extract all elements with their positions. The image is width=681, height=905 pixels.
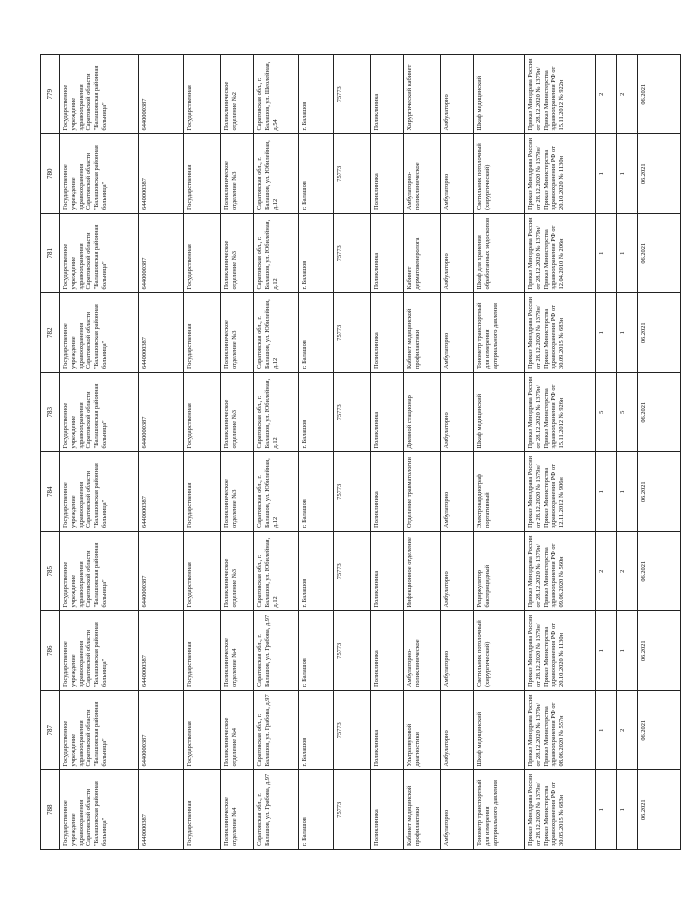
- table-row-regulatory-document: [525, 55, 596, 850]
- table-cell-department: Ультразвуковой диагностики: [404, 691, 441, 771]
- table-cell-oktmo-code: 75773: [334, 611, 371, 691]
- table-cell-facility-type: Поликлиника: [371, 611, 404, 691]
- table-cell-city: г. Балашов: [299, 691, 334, 771]
- table-cell-quantity-required: 1: [596, 611, 617, 691]
- table-row-record-number: [41, 55, 60, 850]
- table-cell-address: Саратовская обл., г. Балашов, ул. Грабова, д.97: [254, 770, 299, 850]
- table-cell-facility-type: Поликлиника: [371, 452, 404, 532]
- table-cell-inn-code: 6440000387: [139, 134, 184, 214]
- table-cell-department: Отделение травматологии: [404, 452, 441, 532]
- table-cell-quantity-required: 1: [596, 691, 617, 771]
- table-cell-subdivision: Поликлиническое отделение №3: [221, 214, 254, 294]
- table-cell-facility-type: Поликлиника: [371, 55, 404, 135]
- table-cell-delivery-date: 06.2021: [638, 611, 681, 691]
- table-cell-department: Кабинет медицинской профилактики: [404, 293, 441, 373]
- table-cell-quantity-required: 1: [596, 293, 617, 373]
- table-cell-oktmo-code: 75773: [334, 134, 371, 214]
- table-cell-facility-type: Поликлиника: [371, 373, 404, 453]
- table-cell-quantity-required: 2: [596, 532, 617, 612]
- table-cell-regulatory-document: Приказ Минздрава России от 28.12.2020 № 1379н/Приказ Министерства здравоохранения РФ от 20.10.2020 № 1130н: [525, 611, 596, 691]
- table-cell-oktmo-code: 75773: [334, 691, 371, 771]
- table-cell-quantity-planned: 1: [617, 214, 638, 294]
- table-cell-organization-name: Государственное учреждение здравоохранения Саратовской области "Балашовская районная больница": [60, 691, 139, 771]
- table-cell-care-conditions: Амбулаторно: [441, 373, 474, 453]
- table-cell-department: Амбулаторно-поликлиническое: [404, 611, 441, 691]
- table-cell-inn-code: 6440000387: [139, 532, 184, 612]
- table-cell-care-conditions: Амбулаторно: [441, 691, 474, 771]
- table-cell-ownership-form: Государственная: [184, 134, 221, 214]
- table-cell-organization-name: Государственное учреждение здравоохранения Саратовской области "Балашовская районная больница": [60, 214, 139, 294]
- table-cell-equipment-name: Тонометр транспортный для измерения артериального давления: [474, 770, 525, 850]
- table-cell-department: Кабинет медицинской профилактики: [404, 770, 441, 850]
- table-cell-equipment-name: Шкаф медицинский: [474, 55, 525, 135]
- table-cell-address: Саратовская обл., г. Балашов, ул. Юбилейная, д.12: [254, 293, 299, 373]
- table-row-organization-name: [60, 55, 139, 850]
- table-cell-regulatory-document: Приказ Минздрава России от 28.12.2020 № 1379н/Приказ Министерства здравоохранения РФ от 08.06.2020 № 557н: [525, 691, 596, 771]
- table-cell-subdivision: Поликлиническое отделение №4: [221, 691, 254, 771]
- table-cell-subdivision: Поликлиническое отделение №4: [221, 770, 254, 850]
- rotated-table-wrapper: [40, 55, 647, 850]
- table-cell-ownership-form: Государственная: [184, 55, 221, 135]
- table-cell-address: Саратовская обл., г. Балашов, ул. Юбилейная, д.12: [254, 214, 299, 294]
- table-cell-delivery-date: 06.2021: [638, 373, 681, 453]
- table-cell-ownership-form: Государственная: [184, 293, 221, 373]
- table-row-quantity-planned: [617, 55, 638, 850]
- table-cell-record-number: 786: [41, 611, 60, 691]
- table-cell-facility-type: Поликлиника: [371, 770, 404, 850]
- table-row-quantity-required: [596, 55, 617, 850]
- table-cell-facility-type: Поликлиника: [371, 214, 404, 294]
- table-row-address: [254, 55, 299, 850]
- table-cell-subdivision: Поликлиническое отделение №3: [221, 373, 254, 453]
- table-cell-department: Хирургический кабинет: [404, 55, 441, 135]
- table-cell-delivery-date: 06.2021: [638, 532, 681, 612]
- table-cell-subdivision: Поликлиническое отделение №3: [221, 532, 254, 612]
- table-cell-record-number: 788: [41, 770, 60, 850]
- table-cell-care-conditions: Амбулаторно: [441, 293, 474, 373]
- table-cell-delivery-date: 06.2021: [638, 134, 681, 214]
- table-cell-regulatory-document: Приказ Минздрава России от 28.12.2020 № 1379н/Приказ Министерства здравоохранения РФ от 20.10.2020 № 1130н: [525, 134, 596, 214]
- table-cell-subdivision: Поликлиническое отделение №3: [221, 134, 254, 214]
- table-cell-city: г. Балашов: [299, 134, 334, 214]
- table-cell-regulatory-document: Приказ Минздрава России от 28.12.2020 № 1379н/Приказ Министерства здравоохранения РФ от 30.05.2015 № 683н: [525, 770, 596, 850]
- table-cell-quantity-planned: 2: [617, 532, 638, 612]
- table-cell-record-number: 785: [41, 532, 60, 612]
- table-cell-quantity-required: 5: [596, 373, 617, 453]
- table-cell-oktmo-code: 75773: [334, 532, 371, 612]
- table-cell-regulatory-document: Приказ Минздрава России от 28.12.2020 № 1379н/Приказ Министерства здравоохранения РФ от 12.11.2012 № 906н: [525, 452, 596, 532]
- table-cell-ownership-form: Государственная: [184, 373, 221, 453]
- table-cell-equipment-name: Шкаф медицинский: [474, 373, 525, 453]
- table-cell-facility-type: Поликлиника: [371, 293, 404, 373]
- table-cell-inn-code: 6440000387: [139, 770, 184, 850]
- table-cell-address: Саратовская обл., г. Балашов, ул. Юбилейная, д.12: [254, 532, 299, 612]
- table-cell-care-conditions: Амбулаторно: [441, 611, 474, 691]
- table-cell-organization-name: Государственное учреждение здравоохранения Саратовской области "Балашовская районная больница": [60, 770, 139, 850]
- table-cell-quantity-required: 2: [596, 55, 617, 135]
- table-cell-record-number: 782: [41, 293, 60, 373]
- table-cell-address: Саратовская обл., г. Балашов, ул. Шеолейная, д.54: [254, 55, 299, 135]
- table-row-department: [404, 55, 441, 850]
- table-row-ownership-form: [184, 55, 221, 850]
- table-cell-record-number: 779: [41, 55, 60, 135]
- table-cell-equipment-name: Тонометр транспортный для измерения артериального давления: [474, 293, 525, 373]
- table-cell-organization-name: Государственное учреждение здравоохранения Саратовской области "Балашовская районная больница": [60, 452, 139, 532]
- table-cell-equipment-name: Светильник потолочный (хирургический): [474, 134, 525, 214]
- table-cell-quantity-planned: 1: [617, 770, 638, 850]
- table-cell-city: г. Балашов: [299, 611, 334, 691]
- table-cell-delivery-date: 06.2021: [638, 452, 681, 532]
- table-cell-ownership-form: Государственная: [184, 214, 221, 294]
- table-cell-record-number: 784: [41, 452, 60, 532]
- table-cell-department: Кабинет дерматовенеролога: [404, 214, 441, 294]
- table-cell-quantity-planned: 1: [617, 611, 638, 691]
- table-cell-equipment-name: Электрокардиограф портативный: [474, 452, 525, 532]
- table-row-oktmo-code: [334, 55, 371, 850]
- table-cell-city: г. Балашов: [299, 373, 334, 453]
- table-cell-regulatory-document: Приказ Минздрава России от 28.12.2020 № 1379н/Приказ Министерства здравоохранения РФ от 15.11.2012 № 922н: [525, 55, 596, 135]
- table-cell-department: Инфекционное отделение: [404, 532, 441, 612]
- table-cell-delivery-date: 06.2021: [638, 55, 681, 135]
- table-cell-facility-type: Поликлиника: [371, 134, 404, 214]
- table-cell-facility-type: Поликлиника: [371, 691, 404, 771]
- table-row-care-conditions: [441, 55, 474, 850]
- table-cell-address: Саратовская обл., г. Балашов, ул. Юбилейная, д.12: [254, 134, 299, 214]
- table-cell-record-number: 780: [41, 134, 60, 214]
- table-cell-regulatory-document: Приказ Минздрава России от 28.12.2020 № 1379н/Приказ Министерства здравоохранения РФ от 15.11.2012 № 926н: [525, 373, 596, 453]
- table-cell-delivery-date: 06.2021: [638, 293, 681, 373]
- table-cell-inn-code: 6440000387: [139, 214, 184, 294]
- table-cell-quantity-planned: 1: [617, 293, 638, 373]
- table-cell-facility-type: Поликлиника: [371, 532, 404, 612]
- table-row-equipment-name: [474, 55, 525, 850]
- table-cell-quantity-planned: 2: [617, 55, 638, 135]
- table-cell-equipment-name: Шкаф медицинский: [474, 691, 525, 771]
- table-cell-oktmo-code: 75773: [334, 293, 371, 373]
- table-cell-subdivision: Поликлиническое отделение №2: [221, 55, 254, 135]
- table-cell-organization-name: Государственное учреждение здравоохранения Саратовской области "Балашовская районная больница": [60, 134, 139, 214]
- table-cell-oktmo-code: 75773: [334, 770, 371, 850]
- table-cell-address: Саратовская обл., г. Балашов, ул. Юбилейная, д.12: [254, 373, 299, 453]
- table-cell-ownership-form: Государственная: [184, 452, 221, 532]
- table-cell-delivery-date: 06.2021: [638, 770, 681, 850]
- table-cell-subdivision: Поликлиническое отделение №4: [221, 611, 254, 691]
- table-cell-address: Саратовская обл., г. Балашов, ул. Грабова, д.97: [254, 691, 299, 771]
- table-cell-oktmo-code: 75773: [334, 55, 371, 135]
- table-cell-subdivision: Поликлиническое отделение №3: [221, 452, 254, 532]
- table-cell-quantity-planned: 1: [617, 134, 638, 214]
- table-cell-organization-name: Государственное учреждение здравоохранения Саратовской области "Балашовская районная больница": [60, 532, 139, 612]
- table-cell-oktmo-code: 75773: [334, 452, 371, 532]
- table-cell-quantity-planned: 5: [617, 373, 638, 453]
- table-cell-delivery-date: 06.2021: [638, 214, 681, 294]
- table-cell-ownership-form: Государственная: [184, 611, 221, 691]
- table-cell-department: Дневной стационар: [404, 373, 441, 453]
- table-cell-inn-code: 6440000387: [139, 55, 184, 135]
- table-row-subdivision: [221, 55, 254, 850]
- table-cell-inn-code: 6440000387: [139, 373, 184, 453]
- table-cell-quantity-required: 1: [596, 134, 617, 214]
- table-cell-care-conditions: Амбулаторно: [441, 214, 474, 294]
- table-row-inn-code: [139, 55, 184, 850]
- table-cell-inn-code: 6440000387: [139, 691, 184, 771]
- table-cell-quantity-required: 1: [596, 452, 617, 532]
- table-cell-organization-name: Государственное учреждение здравоохранения Саратовской области "Балашовская районная больница": [60, 55, 139, 135]
- table-cell-inn-code: 6440000387: [139, 611, 184, 691]
- table-cell-inn-code: 6440000387: [139, 293, 184, 373]
- table-cell-care-conditions: Амбулаторно: [441, 452, 474, 532]
- table-cell-delivery-date: 06.2021: [638, 691, 681, 771]
- table-row-facility-type: [371, 55, 404, 850]
- table-cell-address: Саратовская обл., г. Балашов, ул. Юбилейная, д.12: [254, 452, 299, 532]
- table-cell-record-number: 781: [41, 214, 60, 294]
- table-cell-subdivision: Поликлиническое отделение №3: [221, 293, 254, 373]
- table-cell-oktmo-code: 75773: [334, 373, 371, 453]
- table-cell-equipment-name: Рециркулятор бактерицидный: [474, 532, 525, 612]
- table-cell-address: Саратовская обл., г. Балашов, ул. Грабова, д.97: [254, 611, 299, 691]
- table-cell-organization-name: Государственное учреждение здравоохранения Саратовской области "Балашовская районная больница": [60, 373, 139, 453]
- equipment-table: [40, 54, 681, 850]
- table-cell-ownership-form: Государственная: [184, 770, 221, 850]
- table-cell-care-conditions: Амбулаторно: [441, 532, 474, 612]
- table-cell-quantity-planned: 2: [617, 691, 638, 771]
- table-cell-city: г. Балашов: [299, 770, 334, 850]
- table-cell-oktmo-code: 75773: [334, 214, 371, 294]
- table-cell-quantity-required: 1: [596, 770, 617, 850]
- table-cell-department: Амбулаторно-поликлиническое: [404, 134, 441, 214]
- table-cell-ownership-form: Государственная: [184, 532, 221, 612]
- table-cell-equipment-name: Светильник потолочный (хирургический): [474, 611, 525, 691]
- table-cell-care-conditions: Амбулаторно: [441, 55, 474, 135]
- table-cell-regulatory-document: Приказ Минздрава России от 28.12.2020 № 1379н/Приказ Министерства здравоохранения РФ от 30.09.2015 № 683н: [525, 293, 596, 373]
- table-cell-inn-code: 6440000387: [139, 452, 184, 532]
- table-cell-care-conditions: Амбулаторно: [441, 134, 474, 214]
- table-cell-city: г. Балашов: [299, 532, 334, 612]
- table-cell-equipment-name: Шкаф для хранения обработанных эндоскопов: [474, 214, 525, 294]
- table-cell-city: г. Балашов: [299, 55, 334, 135]
- table-cell-city: г. Балашов: [299, 293, 334, 373]
- table-cell-care-conditions: Амбулаторно: [441, 770, 474, 850]
- table-row-city: [299, 55, 334, 850]
- table-cell-ownership-form: Государственная: [184, 691, 221, 771]
- table-cell-regulatory-document: Приказ Минздрава России от 28.12.2020 № 1379н/Приказ Министерства здравоохранения РФ от 12.04.2010 № 206н: [525, 214, 596, 294]
- table-cell-record-number: 783: [41, 373, 60, 453]
- table-row-delivery-date: [638, 55, 681, 850]
- table-cell-city: г. Балашов: [299, 452, 334, 532]
- table-cell-quantity-required: 1: [596, 214, 617, 294]
- table-cell-quantity-planned: 1: [617, 452, 638, 532]
- table-cell-regulatory-document: Приказ Минздрава России от 28.12.2020 № 1379н/Приказ Министерства здравоохранения РФ от 09.06.2020 № 560н: [525, 532, 596, 612]
- table-cell-record-number: 787: [41, 691, 60, 771]
- table-cell-organization-name: Государственное учреждение здравоохранения Саратовской области "Балашовская районная больница": [60, 611, 139, 691]
- table-cell-organization-name: Государственное учреждение здравоохранения Саратовской области "Балашовская районная больница": [60, 293, 139, 373]
- table-cell-city: г. Балашов: [299, 214, 334, 294]
